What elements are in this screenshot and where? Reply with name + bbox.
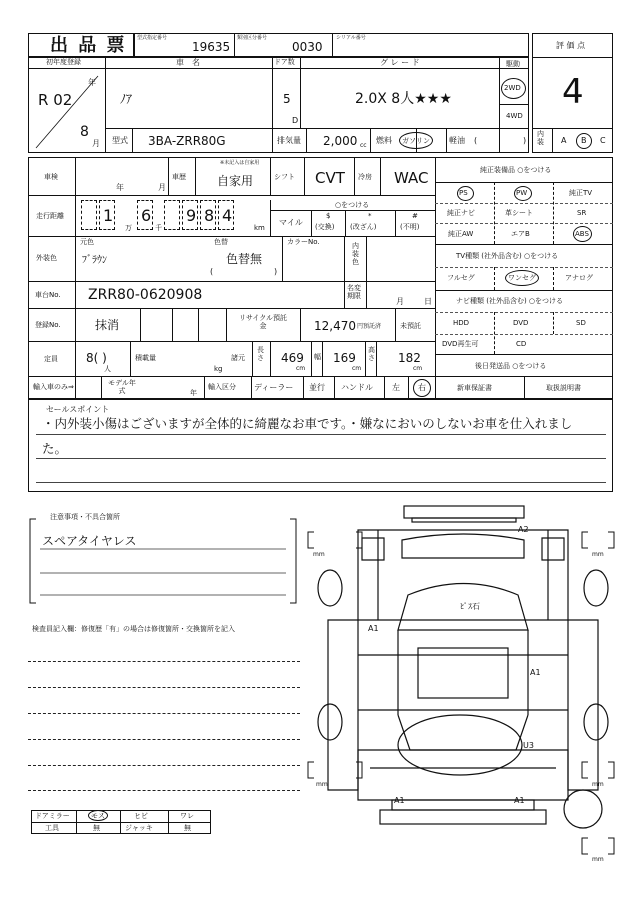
fuel-label: 燃料 xyxy=(376,136,392,145)
repaint-value: 色替無 xyxy=(226,252,263,266)
mileage-digit-3 xyxy=(164,200,180,230)
car-name-value: ﾉｱ xyxy=(120,92,133,106)
left-label: 左 xyxy=(392,383,400,392)
interior-color-label: 内装色 xyxy=(352,242,359,267)
sales-line-2: た。 xyxy=(42,441,68,456)
tv-analog: アナログ xyxy=(565,274,593,282)
history-label: 車歴 xyxy=(172,173,186,181)
name-change-day: 日 xyxy=(424,297,432,306)
mirror-break: ワレ xyxy=(180,812,194,820)
model-year-unit: 年 xyxy=(190,389,197,397)
equip-leather: 革シート xyxy=(505,209,533,217)
height-unit: cm xyxy=(413,365,423,372)
first-reg-era: R 02 xyxy=(38,91,73,109)
ac-label: 冷房 xyxy=(358,173,372,181)
month-unit: 月 xyxy=(92,139,100,148)
interior-b: B xyxy=(581,136,587,145)
sales-line-1: ・内外装小傷はございますが全体的に綺麗なお車です。・嫌なにおいのしないお車を仕入れまし xyxy=(42,416,573,431)
mileage-value-5: 8 xyxy=(204,206,215,225)
mark-star: * xyxy=(368,212,372,220)
mark-dollar: $ xyxy=(326,212,331,220)
jack-label: ジャッキ xyxy=(125,824,153,832)
damage-mark-a1-left: A1 xyxy=(368,624,379,633)
damage-mark-a2: A2 xyxy=(518,525,529,534)
doors-value: 5 xyxy=(283,92,291,106)
car-damage-diagram xyxy=(300,500,620,865)
width-unit: cm xyxy=(352,365,362,372)
tv-fullseg: フルセグ xyxy=(447,274,475,282)
mileage-unit-sen: 千 xyxy=(155,224,162,232)
interior-c: C xyxy=(600,136,606,145)
shift-value: CVT xyxy=(315,169,345,187)
equip-tv: 純正TV xyxy=(569,189,593,197)
repaint-paren-open: ( xyxy=(210,267,214,276)
capacity-unit: 人 xyxy=(104,365,111,373)
mm-label-spare: mm xyxy=(592,856,604,863)
sales-label: セールスポイント xyxy=(46,405,110,414)
capacity-value: 8( ) xyxy=(86,351,107,365)
drive-4wd: 4WD xyxy=(506,112,523,120)
mileage-value-2: 6 xyxy=(141,206,152,225)
mark-dollar-sub: (交換) xyxy=(315,223,335,231)
load-label: 積載量 xyxy=(135,354,156,362)
displacement-value: 2,000 xyxy=(323,134,358,148)
model-type-value: 3BA-ZRR80G xyxy=(148,134,226,148)
dims-label: 諸元 xyxy=(231,354,245,362)
shipping-warranty: 新車保証書 xyxy=(457,384,492,392)
history-note: ※未記入は自家用 xyxy=(220,160,260,166)
width-label: 幅 xyxy=(314,353,321,361)
mirror-moss-circle xyxy=(88,810,108,821)
mirror-moss: モス xyxy=(91,812,105,820)
load-unit: kg xyxy=(214,365,223,373)
jack-value: 無 xyxy=(184,824,191,832)
class-label: 類別区分番号 xyxy=(237,35,268,41)
damage-mark-a1-rear-right: A1 xyxy=(514,796,525,805)
interior-a: A xyxy=(561,136,567,145)
mm-label-front-left: mm xyxy=(313,551,325,558)
grade-label: グ レ ー ド xyxy=(380,58,420,67)
equip-aw: 純正AW xyxy=(448,230,474,238)
shipping-title: 後日発送品 ○をつける xyxy=(475,362,547,370)
mirror-crack: ヒビ xyxy=(134,812,148,820)
mile-label: マイル xyxy=(279,218,303,227)
damage-mark-a1-rear-left: A1 xyxy=(394,796,405,805)
recycle-unpaid: 未預託 xyxy=(400,322,421,330)
length-unit: cm xyxy=(296,365,306,372)
model-cert-value: 19635 xyxy=(192,40,231,54)
chassis-label: 車台No. xyxy=(35,291,61,299)
equip-airbag: エアB xyxy=(511,230,530,238)
capacity-label: 定員 xyxy=(44,355,58,363)
history-value: 自家用 xyxy=(217,174,254,188)
recycle-value: 12,470 xyxy=(314,319,356,333)
equip-ps: PS xyxy=(459,189,468,197)
mirror-label: ドアミラー xyxy=(35,812,70,820)
mark-note: ○をつける xyxy=(335,201,370,209)
model-cert-label: 型式指定番号 xyxy=(137,35,168,41)
handle-label: ハンドル xyxy=(341,383,373,392)
shipping-manual: 取扱説明書 xyxy=(546,384,581,392)
mileage-value-4: 9 xyxy=(186,206,197,225)
equip-navi: 純正ナビ xyxy=(447,209,475,217)
dvd-play: DVD再生可 xyxy=(442,340,479,348)
ac-value: WAC xyxy=(394,169,429,187)
interior-label: 内装 xyxy=(537,130,544,146)
inspector-label: 検査員記入欄：修復歴「有」の場合は修復箇所・交換箇所を記入 xyxy=(32,625,235,633)
recycle-unit: 円預託済 xyxy=(357,323,382,330)
drive-label: 駆動 xyxy=(506,60,520,68)
tool-value: 無 xyxy=(93,824,100,832)
reg-no-label: 登録No. xyxy=(35,321,61,329)
colorno-label: カラーNo. xyxy=(287,238,320,246)
sales-box xyxy=(28,399,613,492)
inspection-month-unit: 月 xyxy=(158,183,166,192)
mileage-value-1: 1 xyxy=(103,206,114,225)
page-title: 出 品 票 xyxy=(50,35,127,56)
repaint-paren-close: ) xyxy=(274,267,278,276)
shift-label: シフト xyxy=(274,173,295,181)
first-reg-month: 8 xyxy=(80,124,89,140)
navi-title: ナビ種類 (社外品含む) ○をつける xyxy=(456,297,564,305)
orig-color-label: 元色 xyxy=(80,238,94,246)
damage-mark-pis: ﾋﾟｽ石 xyxy=(460,602,480,611)
dealer-label: ディーラー xyxy=(254,383,294,392)
fuel-diesel: 軽油 xyxy=(449,136,465,145)
fuel-gas: ガソリン xyxy=(402,137,430,145)
first-reg-label: 初年度登録 xyxy=(46,58,81,66)
mileage-unit-man: 万 xyxy=(125,224,132,232)
navi-dvd: DVD xyxy=(513,319,529,327)
mark-star-sub: (改ざん) xyxy=(350,223,377,231)
equip-abs: ABS xyxy=(575,230,589,238)
import-type-label: 輸入区分 xyxy=(208,383,236,391)
mm-label-rear-left: mm xyxy=(316,781,328,788)
chassis-value: ZRR80-0620908 xyxy=(88,287,203,303)
notes-bracket xyxy=(28,515,298,607)
model-type-label: 型式 xyxy=(112,136,128,145)
tv-oneseg: ワンセグ xyxy=(508,274,536,282)
name-change-month: 月 xyxy=(396,297,404,306)
mileage-unit-km: km xyxy=(254,224,265,232)
tool-label: 工具 xyxy=(45,824,59,832)
mark-hash: # xyxy=(412,212,418,220)
width-value: 169 xyxy=(333,351,356,365)
mileage-label: 走行距離 xyxy=(36,212,64,220)
navi-sd: SD xyxy=(576,319,586,327)
damage-mark-u3: U3 xyxy=(523,741,534,750)
doors-label: ドア数 xyxy=(274,58,295,66)
tv-title: TV種類 (社外品含む) ○をつける xyxy=(456,252,559,260)
grade-value: 2.0X 8人★★★ xyxy=(355,91,452,107)
score-value: 4 xyxy=(562,72,584,112)
parallel-label: 並行 xyxy=(309,383,325,392)
notes-label: 注意事項・不具合箇所 xyxy=(50,513,120,521)
mm-label-rear-right: mm xyxy=(592,781,604,788)
equip-pw: PW xyxy=(516,189,528,197)
damage-mark-a1-right: A1 xyxy=(530,668,541,677)
doors-type: D xyxy=(292,116,299,125)
recycle-label: リサイクル預託金 xyxy=(238,314,288,331)
displacement-unit: cc xyxy=(360,142,367,149)
length-value: 469 xyxy=(281,351,304,365)
inspection-label: 車検 xyxy=(44,173,58,181)
fuel-paren-open: ( xyxy=(474,136,478,145)
equip-sr: SR xyxy=(577,209,587,217)
notes-value: スペアタイヤレス xyxy=(42,534,137,548)
length-label: 長さ xyxy=(257,346,264,363)
mark-hash-sub: (不明) xyxy=(400,223,420,231)
height-label: 高さ xyxy=(368,346,375,363)
drive-2wd: 2WD xyxy=(504,84,521,92)
navi-hdd: HDD xyxy=(453,319,470,327)
model-year-label: モデル年式 xyxy=(108,379,136,396)
score-label: 評 価 点 xyxy=(556,41,586,50)
repaint-label: 色替 xyxy=(214,238,228,246)
car-name-label: 車 名 xyxy=(176,58,200,67)
mileage-value-6: 4 xyxy=(222,206,233,225)
height-value: 182 xyxy=(398,351,421,365)
cd-label: CD xyxy=(516,340,527,348)
class-value: 0030 xyxy=(292,40,323,54)
reg-no-value: 抹消 xyxy=(95,318,120,332)
import-label: 輸入車のみ⇒ xyxy=(33,383,74,391)
equipment-title: 純正装備品 ○をつける xyxy=(480,166,552,174)
displacement-label: 排気量 xyxy=(277,136,301,145)
orig-color-value: ﾌﾞﾗｳﾝ xyxy=(82,255,107,266)
name-change-label: 名変期限 xyxy=(347,284,361,300)
inspection-year-unit: 年 xyxy=(116,183,124,192)
serial-label: シリアル番号 xyxy=(336,35,366,41)
color-label: 外装色 xyxy=(36,254,57,262)
mm-label-front-right: mm xyxy=(592,551,604,558)
fuel-paren-close: ) xyxy=(523,136,527,145)
mileage-digit-0 xyxy=(81,200,97,230)
year-unit: 年 xyxy=(88,78,96,87)
right-label: 右 xyxy=(418,383,426,392)
